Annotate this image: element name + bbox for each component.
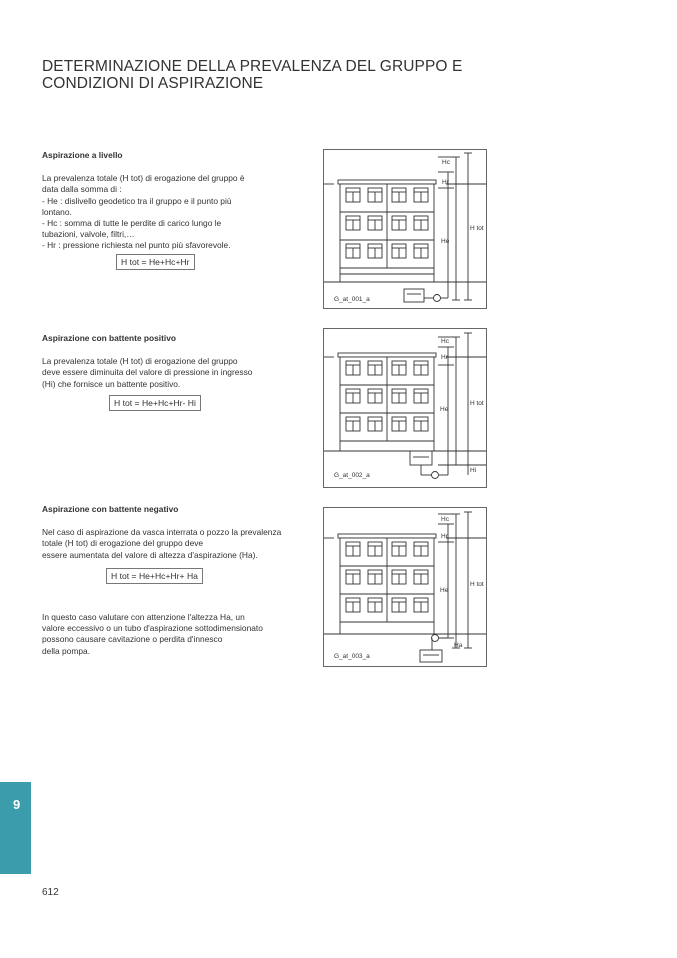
section-heading: Aspirazione a livello (42, 150, 123, 160)
body-line: tubazioni, valvole, filtri,… (42, 229, 135, 240)
section-level-suction (42, 150, 304, 252)
body-line: - Hc : somma di tutte le perdite di carico lungo le (42, 218, 222, 229)
formula-box: H tot = He+Hc+Hr (116, 254, 195, 270)
label-htot: H tot (470, 400, 484, 407)
note-line: In questo caso valutare con attenzione l'altezza Ha, un (42, 612, 245, 622)
body-line: Nel caso di aspirazione da vasca interrata o pozzo la prevalenza (42, 527, 282, 538)
label-he: He (441, 238, 450, 245)
body-line: data dalla somma di : (42, 184, 122, 195)
label-hr: Hr (442, 179, 449, 186)
label-hc: Hc (442, 159, 450, 166)
section-positive-head (42, 333, 304, 390)
label-hi: Hi (470, 467, 477, 474)
note-line: valore eccessivo o un tubo d'aspirazione sottodimensionato (42, 623, 263, 634)
diagram-code: G_at_002_a (334, 472, 370, 479)
page-title (42, 58, 502, 92)
label-he: He (440, 587, 449, 594)
label-hc: Hc (441, 338, 449, 345)
body-line: (Hi) che fornisce un battente positivo. (42, 378, 181, 389)
section-heading: Aspirazione con battente negativo (42, 504, 179, 514)
body-line: - Hr : pressione richiesta nel punto più sfavorevole. (42, 240, 231, 251)
body-line: totale (H tot) di erogazione del gruppo deve (42, 538, 204, 549)
page-title-line-1: DETERMINAZIONE DELLA PREVALENZA DEL GRUPPO E (42, 58, 463, 75)
note-paragraph (42, 612, 304, 657)
section-negative-head (42, 504, 304, 561)
note-line: della pompa. (42, 645, 90, 656)
label-hc: Hc (441, 516, 449, 523)
label-hr: Hr (441, 533, 448, 540)
page-number: 612 (42, 887, 59, 898)
note-line: possono causare cavitazione o perdita d'innesco (42, 634, 223, 645)
body-line: La prevalenza totale (H tot) di erogazione del gruppo (42, 356, 238, 367)
chapter-tab (0, 782, 31, 874)
chapter-number: 9 (13, 797, 21, 812)
section-heading: Aspirazione con battente positivo (42, 333, 177, 343)
building-diagram (324, 150, 486, 308)
label-he: He (440, 406, 449, 413)
body-line: deve essere diminuita del valore di pressione in ingresso (42, 367, 253, 378)
diagram-positive-head (323, 328, 487, 488)
body-line: - He : dislivello geodetico tra il gruppo e il punto più (42, 195, 232, 206)
label-htot: H tot (470, 581, 484, 588)
diagram-code: G_at_001_a (334, 296, 370, 303)
diagram-code: G_at_003_a (334, 653, 370, 660)
page-title-line-2: CONDIZIONI DI ASPIRAZIONE (42, 75, 264, 92)
diagram-negative-head (323, 507, 487, 667)
building-diagram (324, 329, 486, 487)
body-line: essere aumentata del valore di altezza d'aspirazione (Ha). (42, 549, 258, 560)
formula-box: H tot = He+Hc+Hr- Hi (109, 395, 201, 411)
diagram-level-suction (323, 149, 487, 309)
body-line: lontano. (42, 206, 72, 217)
label-htot: H tot (470, 225, 484, 232)
formula-box: H tot = He+Hc+Hr+ Ha (106, 568, 203, 584)
label-ha: Ha (454, 642, 463, 649)
building-diagram (324, 508, 486, 666)
body-line: La prevalenza totale (H tot) di erogazione del gruppo è (42, 173, 245, 184)
label-hr: Hr (441, 354, 448, 361)
